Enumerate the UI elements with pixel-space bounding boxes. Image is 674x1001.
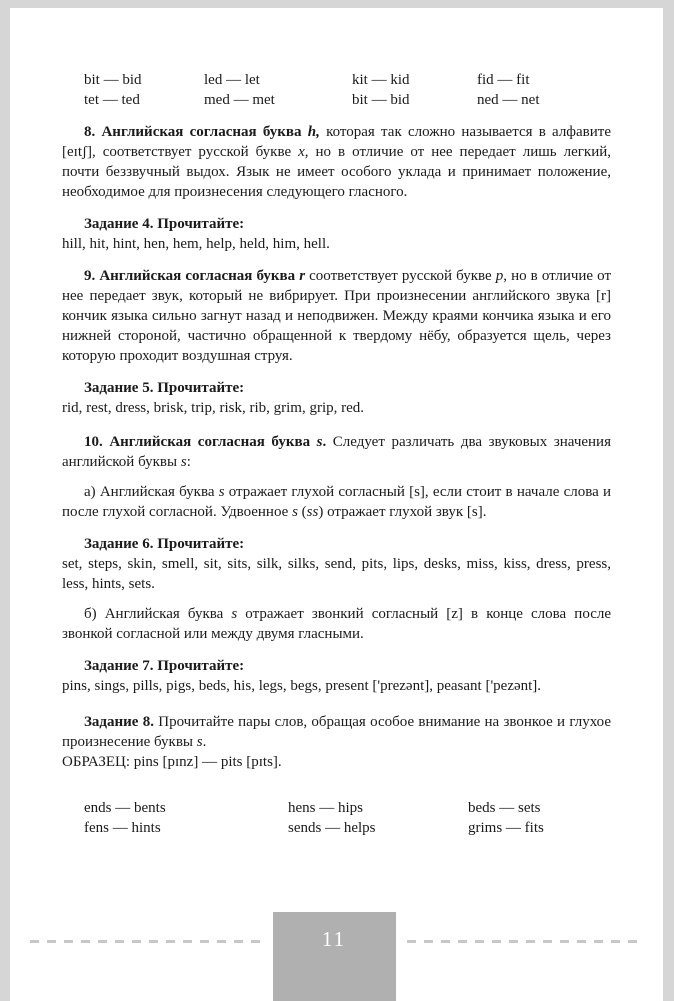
paragraph-10b: б) Английская буква s отражает звонкий согласный [z] в конце слова после звонкой согласной или между двумя гласными.	[62, 606, 612, 642]
task-5-words: rid, rest, dress, brisk, trip, risk, rib, grim, grip, red.	[62, 400, 365, 416]
word-pair: fid — fit	[477, 72, 530, 88]
task-4-heading: Задание 4. Прочитайте:	[84, 216, 245, 232]
word-pairs-table-bottom	[62, 798, 611, 838]
word-pair: bit — bid	[84, 72, 142, 88]
word-pair: led — let	[204, 72, 260, 88]
word-pair: ned — net	[477, 92, 540, 108]
word-pair: bit — bid	[352, 92, 410, 108]
word-pair: tet — ted	[84, 92, 140, 108]
task-8-sample: ОБРАЗЕЦ: pins [pɪnz] — pits [pɪts].	[62, 754, 282, 770]
dashed-line-left	[30, 940, 267, 943]
page-footer	[10, 912, 663, 1001]
book-page	[10, 8, 663, 1001]
task-6-heading: Задание 6. Прочитайте:	[84, 536, 245, 552]
page-number-box	[273, 912, 396, 1001]
word-pair: med — met	[204, 92, 275, 108]
word-pair: kit — kid	[352, 72, 410, 88]
task-8-heading: Задание 8. Прочитайте пары слов, обращая особое внимание на звонкое и глухое произнесение буквы s.	[62, 714, 611, 750]
paragraph-9: 9. Английская согласная буква r соответствует русской букве р, но в отличие от нее передает звук, который не вибрирует. При произнесении английского звука [r] кончик языка сильно загнут назад и неподвижен. Между краями кончика языка и его нижней стороной, частично обращенной к твердому нёбу, образуется щель, через которую проходит воздушная струя.	[62, 268, 612, 364]
task-7-words: pins, sings, pills, pigs, beds, his, legs, begs, present ['prezənt], peasant ['pezənt].	[62, 678, 542, 694]
task-8	[62, 712, 611, 772]
dashed-line-right	[407, 940, 644, 943]
word-pairs-table-top	[62, 70, 611, 110]
task-4	[62, 214, 611, 254]
page-content	[10, 8, 663, 838]
task-6	[62, 534, 611, 594]
word-pair: ends — bents	[84, 800, 166, 816]
word-pair: fens — hints	[84, 820, 161, 836]
task-6-words: set, steps, skin, smell, sit, sits, silk, silks, send, pits, lips, desks, miss, kiss, dress, press, less, hints, sets.	[62, 556, 611, 592]
word-pair: sends — helps	[288, 820, 376, 836]
paragraph-8: 8. Английская согласная буква h, которая так сложно называется в алфавите [eɪtʃ], соответствует русской букве х, но в отличие от нее передает лишь легкий, почти беззвучный выдох. Язык не имеет особого уклада и принимает положение, необходимое для произнесения следующего гласного.	[62, 124, 612, 200]
task-5-heading: Задание 5. Прочитайте:	[84, 380, 245, 396]
task-7	[62, 656, 611, 696]
page-number: 11	[321, 927, 347, 951]
paragraph-10a: а) Английская буква s отражает глухой согласный [s], если стоит в начале слова и после глухой согласной. Удвоенное s (ss) отражает глухой звук [s].	[62, 484, 611, 520]
task-7-heading: Задание 7. Прочитайте:	[84, 658, 245, 674]
word-pair: beds — sets	[468, 800, 541, 816]
word-pair: grims — fits	[468, 820, 544, 836]
task-4-words: hill, hit, hint, hen, hem, help, held, him, hell.	[62, 236, 330, 252]
word-pair: hens — hips	[288, 800, 363, 816]
paragraph-10: 10. Английская согласная буква s. Следует различать два звуковых значения английской буквы s:	[62, 434, 611, 470]
task-5	[62, 378, 611, 418]
